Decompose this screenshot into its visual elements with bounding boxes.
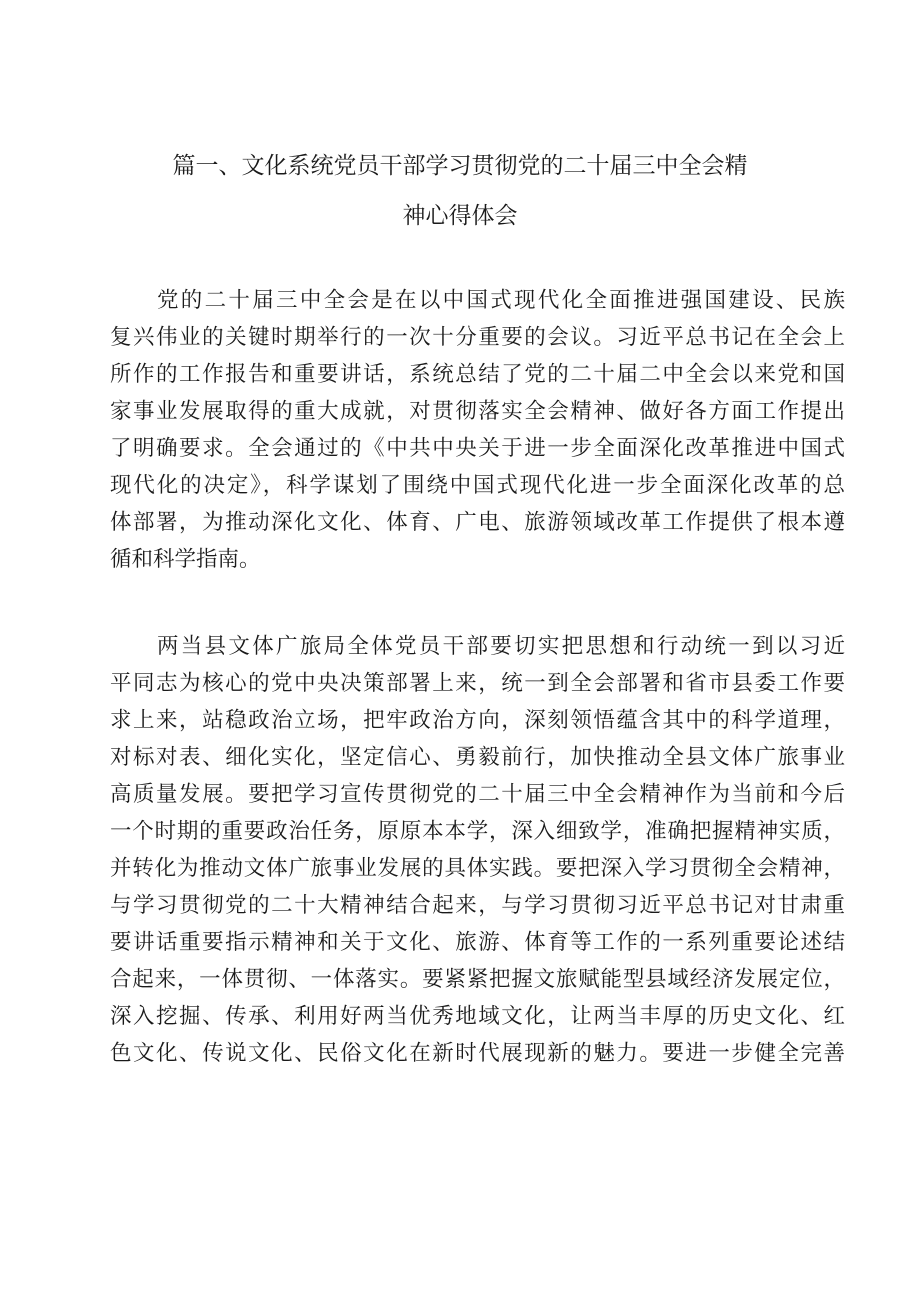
paragraph-line: 色文化、传说文化、民俗文化在新时代展现新的魅力。要进一步健全完善: [110, 1041, 845, 1066]
document-title-line-2: 神心得体会: [402, 203, 518, 229]
paragraph-line: 平同志为核心的党中央决策部署上来，统一到全会部署和省市县委工作要: [110, 671, 845, 696]
paragraph-line: 与学习贯彻党的二十大精神结合起来，与学习贯彻习近平总书记对甘肃重: [110, 893, 845, 918]
document-title-line-1: 篇一、文化系统党员干部学习贯彻党的二十届三中全会精: [172, 153, 748, 179]
paragraph-line: 并转化为推动文体广旅事业发展的具体实践。要把深入学习贯彻全会精神，: [110, 856, 845, 881]
paragraph-line: 复兴伟业的关键时期举行的一次十分重要的会议。习近平总书记在全会上: [110, 325, 845, 350]
paragraph-line: 求上来，站稳政治立场，把牢政治方向，深刻领悟蕴含其中的科学道理，: [110, 708, 845, 733]
paragraph-line: 一个时期的重要政治任务，原原本本学，深入细致学，准确把握精神实质，: [110, 819, 845, 844]
paragraph-line: 家事业发展取得的重大成就，对贯彻落实全会精神、做好各方面工作提出: [110, 399, 845, 424]
paragraph-line: 循和科学指南。: [110, 547, 261, 572]
paragraph-1: [110, 282, 845, 578]
paragraph-line: 了明确要求。全会通过的《中共中央关于进一步全面深化改革推进中国式: [110, 436, 845, 461]
paragraph-2: [110, 628, 845, 1072]
paragraph-line: 对标对表、细化实化，坚定信心、勇毅前行，加快推动全县文体广旅事业: [110, 745, 845, 770]
paragraph-line: 要讲话重要指示精神和关于文化、旅游、体育等工作的一系列重要论述结: [110, 930, 845, 955]
paragraph-line: 党的二十届三中全会是在以中国式现代化全面推进强国建设、民族: [157, 288, 845, 313]
paragraph-line: 两当县文体广旅局全体党员干部要切实把思想和行动统一到以习近: [157, 634, 845, 659]
paragraph-line: 高质量发展。要把学习宣传贯彻党的二十届三中全会精神作为当前和今后: [110, 782, 845, 807]
paragraph-line: 所作的工作报告和重要讲话，系统总结了党的二十届二中全会以来党和国: [110, 362, 845, 387]
paragraph-line: 体部署，为推动深化文化、体育、广电、旅游领域改革工作提供了根本遵: [110, 510, 845, 535]
paragraph-line: 现代化的决定》，科学谋划了围绕中国式现代化进一步全面深化改革的总: [110, 473, 845, 498]
paragraph-line: 合起来，一体贯彻、一体落实。要紧紧把握文旅赋能型县域经济发展定位，: [110, 967, 845, 992]
paragraph-line: 深入挖掘、传承、利用好两当优秀地域文化，让两当丰厚的历史文化、红: [110, 1004, 845, 1029]
